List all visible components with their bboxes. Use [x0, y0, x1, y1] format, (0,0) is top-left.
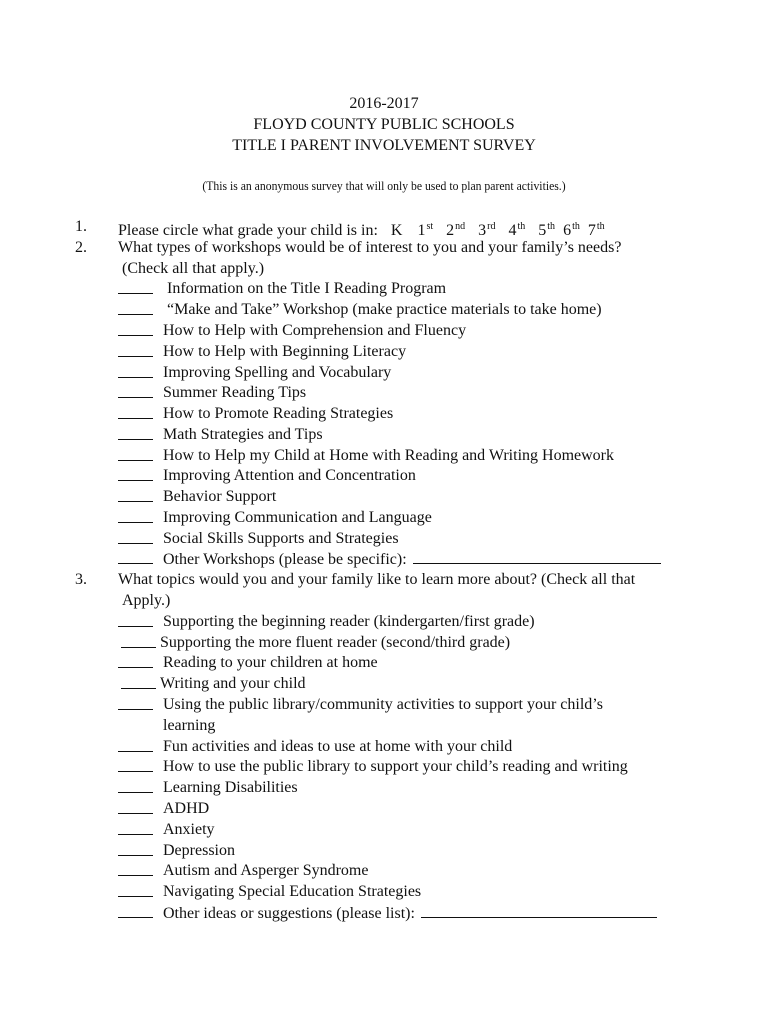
topic-option[interactable]: Navigating Special Education Strategies [118, 882, 153, 903]
checkbox-blank[interactable] [118, 342, 153, 357]
survey-year: 2016-2017 [349, 95, 419, 112]
checkbox-blank[interactable] [118, 820, 153, 835]
checkbox-blank[interactable] [118, 778, 153, 793]
checkbox-blank[interactable] [118, 466, 153, 481]
question-2-instruction: (Check all that apply.) [122, 260, 265, 277]
survey-title: TITLE I PARENT INVOLVEMENT SURVEY [232, 137, 536, 154]
checkbox-blank[interactable] [118, 841, 153, 856]
checkbox-blank[interactable] [121, 633, 156, 648]
checkbox-blank[interactable] [118, 612, 153, 627]
workshop-option[interactable]: Improving Communication and Language [118, 508, 153, 529]
checkbox-blank[interactable] [118, 425, 153, 440]
question-2-number: 2. [75, 239, 87, 256]
checkbox-blank[interactable] [118, 279, 153, 294]
question-3-text: What topics would you and your family like to learn more about? (Check all that [118, 571, 636, 588]
checkbox-blank[interactable] [118, 529, 153, 544]
grade-option-2[interactable]: 2nd [446, 221, 466, 239]
checkbox-blank[interactable] [118, 404, 153, 419]
workshop-option[interactable]: Social Skills Supports and Strategies [118, 529, 153, 550]
workshop-option[interactable]: Improving Spelling and Vocabulary [118, 363, 153, 384]
topic-option[interactable]: Autism and Asperger Syndrome [118, 861, 153, 882]
question-3-number: 3. [75, 571, 87, 588]
topic-option[interactable]: Supporting the beginning reader (kindergarten/first grade) [118, 612, 153, 633]
grade-option-5[interactable]: 5th [538, 221, 556, 239]
checkbox-blank[interactable] [118, 321, 153, 336]
topic-option[interactable]: Fun activities and ideas to use at home with your child [118, 737, 153, 758]
workshop-option-other[interactable]: Other Workshops (please be specific): [118, 549, 153, 570]
topic-option[interactable]: Reading to your children at home [118, 653, 153, 674]
workshop-option[interactable]: “Make and Take” Workshop (make practice materials to take home) [118, 300, 153, 321]
workshop-option[interactable]: Improving Attention and Concentration [118, 466, 153, 487]
grade-option-3[interactable]: 3rd [478, 221, 496, 239]
workshop-option[interactable]: Behavior Support [118, 487, 153, 508]
topic-option[interactable]: Learning Disabilities [118, 778, 153, 799]
checkbox-blank[interactable] [118, 446, 153, 461]
topic-option[interactable]: ADHD [118, 799, 153, 820]
checkbox-blank[interactable] [118, 882, 153, 897]
topic-option[interactable]: Supporting the more fluent reader (second/third grade) [121, 633, 156, 654]
checkbox-blank[interactable] [118, 861, 153, 876]
question-2-text: What types of workshops would be of interest to you and your family’s needs? [118, 239, 622, 256]
question-3-instruction: Apply.) [122, 592, 171, 609]
grade-option-7[interactable]: 7th [587, 221, 605, 239]
checkbox-blank[interactable] [118, 757, 153, 772]
district-name: FLOYD COUNTY PUBLIC SCHOOLS [253, 116, 515, 133]
anonymous-note: (This is an anonymous survey that will only be used to plan parent activities.) [202, 178, 566, 193]
question-1-text: Please circle what grade your child is in: [118, 222, 378, 239]
grade-option-k[interactable]: K [390, 222, 403, 239]
topic-option-other[interactable]: Other ideas or suggestions (please list): [118, 903, 153, 924]
checkbox-blank[interactable] [118, 487, 153, 502]
checkbox-blank[interactable] [118, 903, 153, 918]
question-1-number: 1. [75, 218, 87, 235]
workshop-option[interactable]: Summer Reading Tips [118, 383, 153, 404]
other-workshops-input[interactable] [413, 549, 661, 564]
grade-option-1[interactable]: 1st [417, 221, 434, 239]
checkbox-blank[interactable] [118, 799, 153, 814]
workshop-option[interactable]: How to Help with Comprehension and Fluency [118, 321, 153, 342]
checkbox-blank[interactable] [118, 383, 153, 398]
workshop-option[interactable]: Math Strategies and Tips [118, 425, 153, 446]
checkbox-blank[interactable] [121, 674, 156, 689]
workshop-option[interactable]: Information on the Title I Reading Program [118, 279, 153, 300]
checkbox-blank[interactable] [118, 653, 153, 668]
workshop-option[interactable]: How to Promote Reading Strategies [118, 404, 153, 425]
checkbox-blank[interactable] [118, 508, 153, 523]
checkbox-blank[interactable] [118, 300, 153, 315]
checkbox-blank[interactable] [118, 363, 153, 378]
workshop-option[interactable]: How to Help with Beginning Literacy [118, 342, 153, 363]
grade-option-6[interactable]: 6th [563, 221, 580, 239]
workshop-option[interactable]: How to Help my Child at Home with Reading and Writing Homework [118, 446, 153, 467]
other-ideas-input[interactable] [421, 903, 657, 918]
checkbox-blank[interactable] [118, 737, 153, 752]
checkbox-blank[interactable] [118, 695, 153, 710]
topic-option[interactable]: Depression [118, 841, 153, 862]
grade-option-4[interactable]: 4th [508, 221, 526, 239]
topic-option[interactable]: Writing and your child [121, 674, 156, 695]
topic-option[interactable]: Using the public library/community activities to support your child’s learning [118, 695, 153, 716]
checkbox-blank[interactable] [118, 549, 153, 564]
topic-option[interactable]: Anxiety [118, 820, 153, 841]
topic-option[interactable]: How to use the public library to support your child’s reading and writing [118, 757, 153, 778]
